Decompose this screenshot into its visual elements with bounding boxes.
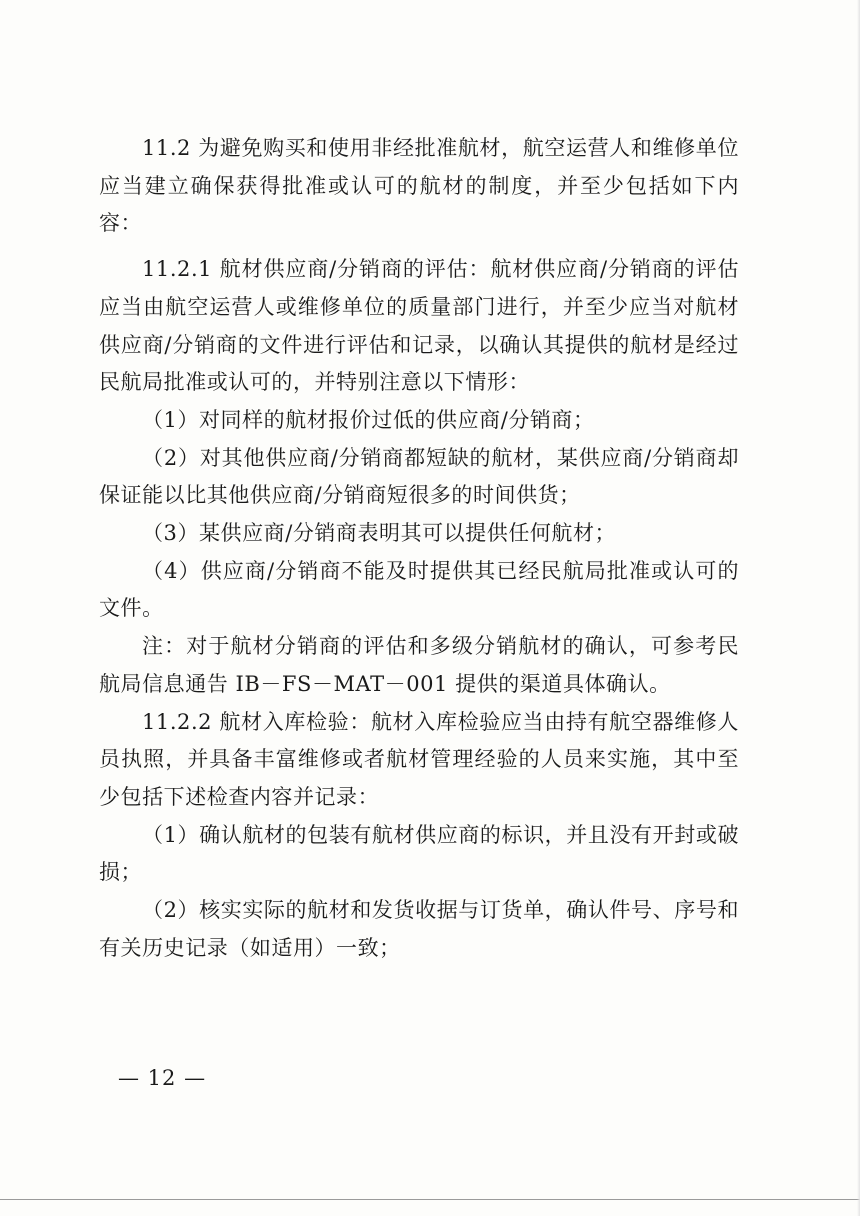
list-item-4: （4）供应商/分销商不能及时提供其已经民航局批准或认可的文件。 [99,558,739,621]
document-body [99,130,739,967]
paragraph-11-2-1: 11.2.1 航材供应商/分销商的评估：航材供应商/分销商的评估应当由航空运营人或维修单位的质量部门进行，并至少应当对航材供应商/分销商的文件进行评估和记录，以确认其提供的航材是经过民航局批准或认可的，并特别注意以下情形： [99,257,739,395]
paragraph-11-2: 11.2 为避免购买和使用非经批准航材，航空运营人和维修单位应当建立确保获得批准或认可的航材的制度，并至少包括如下内容： [99,136,739,236]
page-number: — 12 — [118,1066,207,1090]
inspection-item-2: （2）核实实际的航材和发货收据与订货单，确认件号、序号和有关历史记录（如适用）一致； [99,898,739,960]
note-paragraph: 注：对于航材分销商的评估和多级分销航材的确认，可参考民航局信息通告 IB－FS－MAT－001 提供的渠道具体确认。 [99,634,739,696]
list-item-2: （2）对其他供应商/分销商都短缺的航材，某供应商/分销商却保证能以比其他供应商/分销商短很多的时间供货； [99,445,739,508]
scan-bottom-edge [0,1199,860,1200]
list-item-1: （1）对同样的航材报价过低的供应商/分销商； [142,407,595,432]
paragraph-11-2-2: 11.2.2 航材入库检验：航材入库检验应当由持有航空器维修人员执照，并具备丰富维修或者航材管理经验的人员来实施，其中至少包括下述检查内容并记录： [99,709,739,809]
inspection-item-1: （1）确认航材的包装有航材供应商的标识，并且没有开封或破损； [99,822,739,885]
list-item-3: （3）某供应商/分销商表明其可以提供任何航材； [142,521,617,546]
